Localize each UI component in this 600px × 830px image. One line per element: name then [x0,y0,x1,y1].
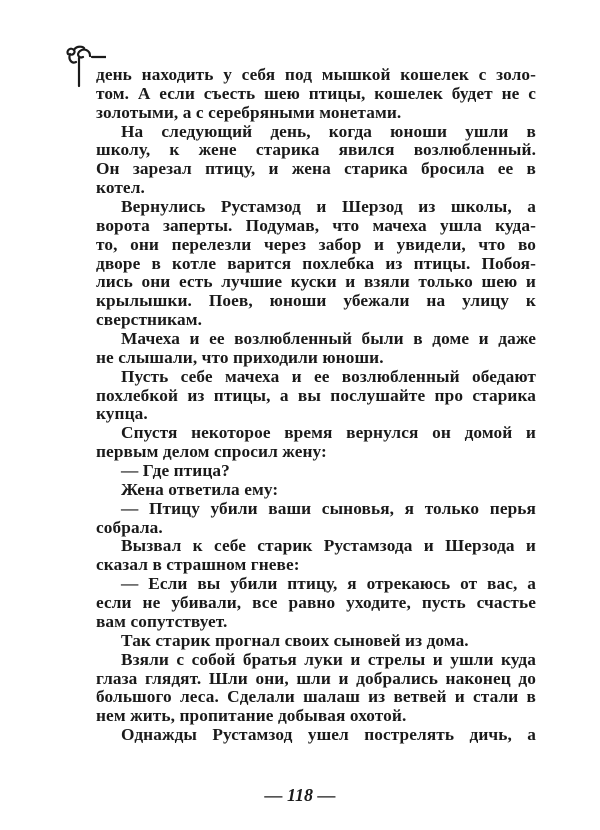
text-line: Жена ответила ему: [121,479,279,499]
text-line: сверстникам. [96,310,202,330]
text-line: купца. [96,404,148,424]
text-line: Взяли с собой братья луки и стрелы и ушли куда [121,649,536,669]
text-line: вам сопутствует. [96,611,228,631]
text-line: собрала. [96,517,163,537]
text-line: — Где птица? [121,461,230,481]
text-line: дворе в котле варится похлебка из птицы. Побоя- [96,253,536,273]
text-line: Вернулись Рустамзод и Шерзод из школы, а [121,197,536,217]
text-line: день находить у себя под мышкой кошелек с золо- [96,65,536,84]
text-line: котел. [96,178,145,198]
text-line: Пусть себе мачеха и ее возлюбленный обедают [121,366,536,386]
text-line: если не убивали, все равно уходите, пусть счастье [96,593,536,613]
text-line: Спустя некоторое время вернулся он домой и [121,423,536,443]
body-text [96,66,536,745]
text-line: первым делом спросил жену: [96,442,327,462]
text-line: ворота заперты. Подумав, что мачеха ушла куда- [96,215,536,235]
text-line: Мачеха и ее возлюбленный были в доме и даже [121,329,536,349]
text-line: похлебкой из птицы, а вы послушайте про старика [96,385,536,405]
text-line: большого леса. Сделали шалаш из ветвей и стали в [96,687,536,707]
text-line: Вызвал к себе старик Рустамзода и Шерзода и [121,536,536,556]
text-line: — Если вы убили птицу, я отрекаюсь от вас, а [121,574,536,594]
text-line: нем жить, пропитание добывая охотой. [96,706,407,726]
text-line: крылышки. Поев, юноши убежали на улицу к [96,291,536,311]
text-line: лись они есть лучшие куски и взяли только шею и [96,272,536,292]
text-line: школу, к жене старика явился возлюбленный. [96,140,536,160]
text-line: На следующий день, когда юноши ушли в [121,121,536,141]
text-line: золотыми, а с серебряными монетами. [96,102,402,122]
text-line: сказал в страшном гневе: [96,555,300,575]
text-line: не слышали, что приходили юноши. [96,347,384,367]
page-number: — 118 — [264,785,336,805]
text-line: глаза глядят. Шли они, шли и добрались наконец до [96,668,536,688]
text-line: — Птицу убили ваши сыновья, я только перья [121,498,536,518]
text-line: то, они перелезли через забор и увидели, что во [96,234,536,254]
text-line: Он зарезал птицу, и жена старика бросила ее в [96,159,536,179]
text-line: том. А если съесть шею птицы, кошелек будет не с [96,83,536,103]
text-line: Так старик прогнал своих сыновей из дома. [121,630,469,650]
text-line: Однажды Рустамзод ушел пострелять дичь, а [121,725,536,745]
